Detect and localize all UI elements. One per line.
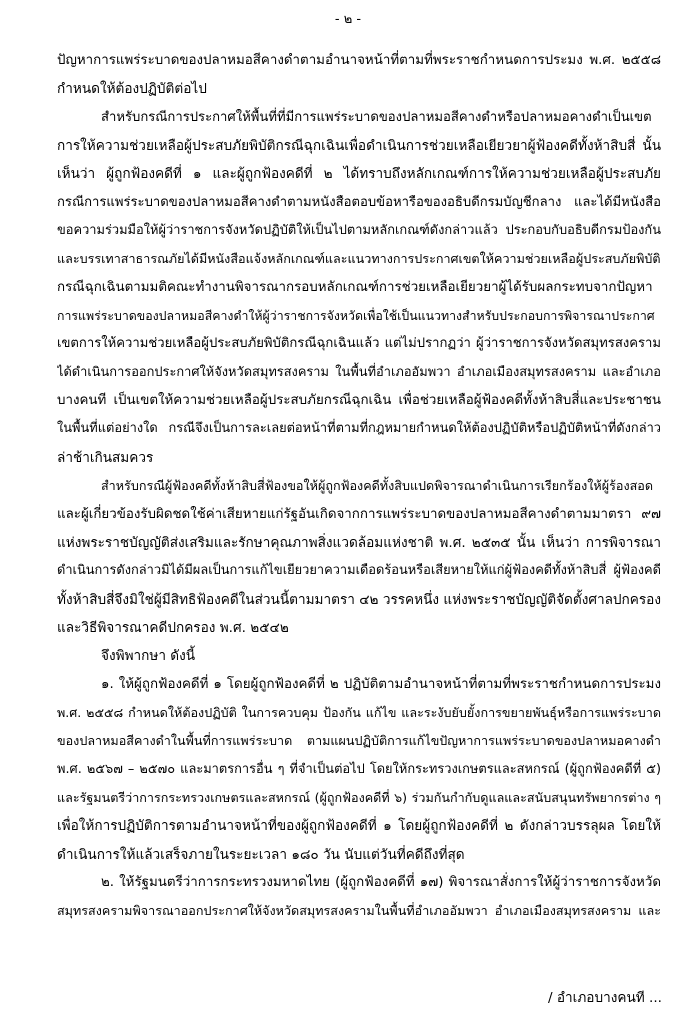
text-line: กำหนดให้ต้องปฏิบัติต่อไป [57, 81, 207, 98]
continuation-note: / อำเภอบางคนที ... [547, 990, 662, 1006]
text-line: ล่าช้าเกินสมควร [57, 449, 154, 466]
text-line: บางคนที เป็นเขตให้ความช่วยเหลือผู้ประสบภัยกรณีฉุกเฉิน เพื่อช่วยเหลือผู้ฟ้องคดีทั้งห้าสิบสี่และประชาชน [57, 393, 661, 409]
text-line: จึงพิพากษา ดังนี้ [101, 648, 196, 665]
text-line: ๒. ให้รัฐมนตรีว่าการกระทรวงมหาดไทย (ผู้ถูกฟ้องคดีที่ ๑๗) พิจารณาสั่งการให้ผู้ว่าราชการจังหวัด [101, 874, 661, 890]
text-line: ปัญหาการแพร่ระบาดของปลาหมอสีคางดำตามอำนาจหน้าที่ตามที่พระราชกำหนดการประมง พ.ศ. ๒๕๕๘ [57, 53, 661, 68]
text-line: ดำเนินการให้แล้วเสร็จภายในระยะเวลา ๑๘๐ วัน นับแต่วันที่คดีถึงที่สุด [57, 846, 465, 863]
text-line: การแพร่ระบาดของปลาหมอสีคางดำให้ผู้ว่าราชการจังหวัดเพื่อใช้เป็นแนวทางสำหรับประกอบการพิจารณาประกาศ [57, 309, 655, 324]
page-number: - ๒ - [334, 12, 362, 27]
text-line: สมุทรสงครามพิจารณาออกประกาศให้จังหวัดสมุทรสงครามในพื้นที่อำเภออัมพวา อำเภอเมืองสมุทรสงคราม และ [57, 903, 661, 919]
text-line: ๑. ให้ผู้ถูกฟ้องคดีที่ ๑ โดยผู้ถูกฟ้องคดีที่ ๒ ปฏิบัติตามอำนาจหน้าที่ตามที่พระราชกำหนดการประมง [101, 676, 661, 692]
text-line: ทั้งห้าสิบสี่จึงมิใช่ผู้มีสิทธิฟ้องคดีในส่วนนี้ตามมาตรา ๔๒ วรรคหนึ่ง แห่งพระราชบัญญัติจัดตั้งศาลปกครอง [57, 591, 661, 608]
text-line: และรัฐมนตรีว่าการกระทรวงเกษตรและสหกรณ์ (ผู้ถูกฟ้องคดีที่ ๖) ร่วมกันกำกับดูแลและสนับสนุนทรัพยากรต่าง ๆ [57, 789, 661, 805]
text-line: กรณีฉุกเฉินตามมติคณะทำงานพิจารณากรอบหลักเกณฑ์การช่วยเหลือเยียวยาผู้ได้รับผลกระทบจากปัญหา [57, 279, 653, 295]
text-line: และวิธีพิจารณาคดีปกครอง พ.ศ. ๒๕๔๒ [57, 619, 289, 636]
text-line: ในพื้นที่แต่อย่างใด กรณีจึงเป็นการละเลยต่อหน้าที่ตามที่กฎหมายกำหนดให้ต้องปฏิบัติหรือปฏิบัติหน้าที่ดังกล่าว [57, 421, 661, 437]
text-line: ดำเนินการดังกล่าวมิได้มีผลเป็นการแก้ไขเยียวยาความเดือดร้อนหรือเสียหายให้แก่ผู้ฟ้องคดีทั้งห้าสิบสี่ ผู้ฟ้องคดี [57, 563, 661, 579]
text-line: พ.ศ. ๒๕๖๗ – ๒๕๗๐ และมาตรการอื่น ๆ ที่จำเป็นต่อไป โดยให้กระทรวงเกษตรและสหกรณ์ (ผู้ถูกฟ้องคดีที่ ๕) [57, 761, 661, 777]
text-line: สำหรับกรณีการประกาศให้พื้นที่ที่มีการแพร่ระบาดของปลาหมอสีคางดำหรือปลาหมอคางดำเป็นเขต [101, 109, 652, 125]
document-body [57, 47, 661, 926]
text-line: ได้ดำเนินการออกประกาศให้จังหวัดสมุทรสงคราม ในพื้นที่อำเภออัมพวา อำเภอเมืองสมุทรสงคราม และอำเภอ [57, 364, 661, 380]
text-line: เพื่อให้การปฏิบัติการตามอำนาจหน้าที่ของผู้ถูกฟ้องคดีที่ ๑ โดยผู้ถูกฟ้องคดีที่ ๒ ดังกล่าวบรรลุผล โดยให้ [57, 818, 661, 835]
text-line: แห่งพระราชบัญญัติส่งเสริมและรักษาคุณภาพสิ่งแวดล้อมแห่งชาติ พ.ศ. ๒๕๓๕ นั้น เห็นว่า การพิจารณา [57, 534, 661, 551]
text-line: และผู้เกี่ยวข้องรับผิดชดใช้ค่าเสียหายแก่รัฐอันเกิดจากการแพร่ระบาดของปลาหมอสีคางดำตามมาตรา ๙๗ [57, 506, 661, 522]
text-line: พ.ศ. ๒๕๕๘ กำหนดให้ต้องปฏิบัติ ในการควบคุม ป้องกัน แก้ไข และระงับยับยั้งการขยายพันธุ์หรือการแพร่ระบาด [57, 704, 661, 720]
text-line: และบรรเทาสาธารณภัยได้มีหนังสือแจ้งหลักเกณฑ์และแนวทางการประกาศเขตให้ความช่วยเหลือผู้ประสบภัยพิบัติ [57, 251, 661, 267]
text-line: สำหรับกรณีผู้ฟ้องคดีทั้งห้าสิบสี่ฟ้องขอให้ผู้ถูกฟ้องคดีทั้งสิบแปดพิจารณาดำเนินการเรียกร้องให้ผู้ร้องสอด [101, 478, 654, 494]
text-line: ของปลาหมอสีคางดำในพื้นที่การแพร่ระบาด ตามแผนปฏิบัติการแก้ไขปัญหาการแพร่ระบาดของปลาหมอคางดำ [57, 733, 661, 749]
text-line: กรณีการแพร่ระบาดของปลาหมอสีคางดำตามหนังสือตอบข้อหารือของอธิบดีกรมบัญชีกลาง และได้มีหนังสือ [57, 194, 661, 210]
text-line: เห็นว่า ผู้ถูกฟ้องคดีที่ ๑ และผู้ถูกฟ้องคดีที่ ๒ ได้ทราบถึงหลักเกณฑ์การให้ความช่วยเหลือผู้ประสบภัย [57, 166, 661, 183]
text-line: ขอความร่วมมือให้ผู้ว่าราชการจังหวัดปฏิบัติให้เป็นไปตามหลักเกณฑ์ดังกล่าวแล้ว ประกอบกับอธิบดีกรมป้องกัน [57, 223, 661, 239]
text-line: เขตการให้ความช่วยเหลือผู้ประสบภัยพิบัติกรณีฉุกเฉินแล้ว แต่ไม่ปรากฏว่า ผู้ว่าราชการจังหวัดสมุทรสงคราม [57, 336, 661, 352]
text-line: การให้ความช่วยเหลือผู้ประสบภัยพิบัติกรณีฉุกเฉินเพื่อดำเนินการช่วยเหลือเยียวยาผู้ฟ้องคดีทั้งห้าสิบสี่ นั้น [57, 138, 661, 155]
